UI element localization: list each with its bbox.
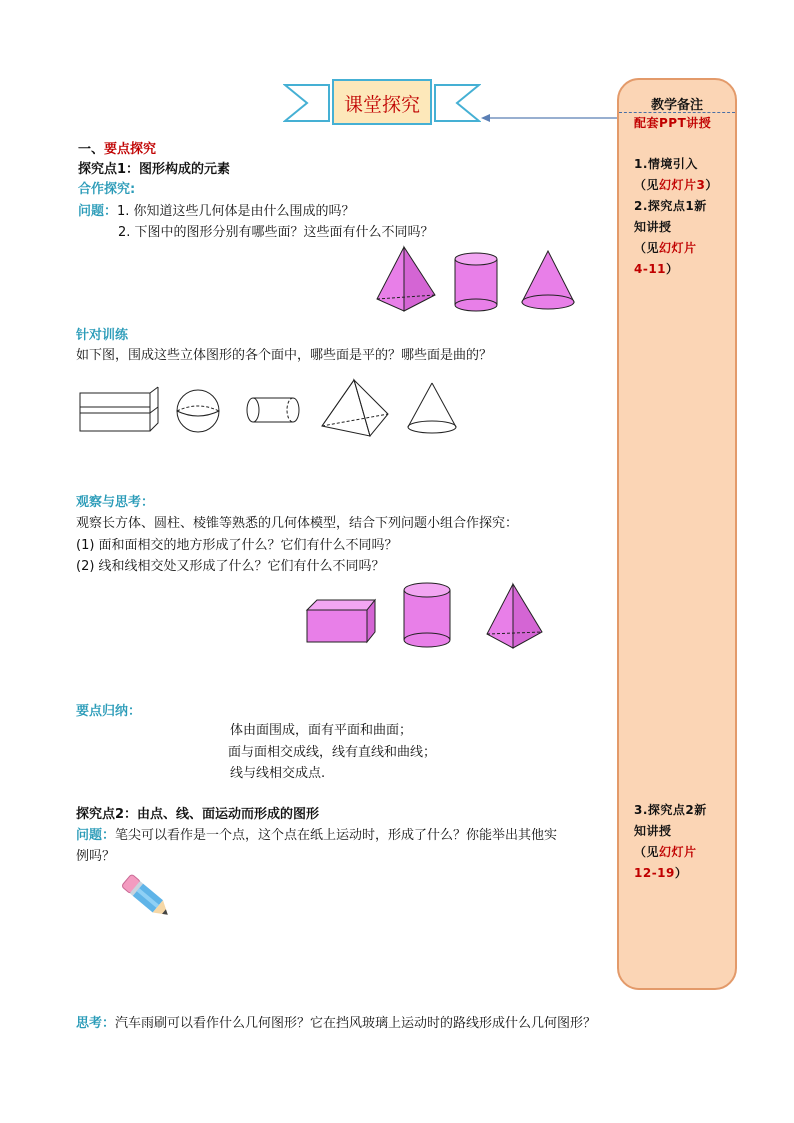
summary-line2: 面与面相交成线，线有直线和曲线； <box>228 745 437 760</box>
sidebar-note-3: 3.探究点2新 知讲授 （见幻灯片 12-19） <box>634 803 707 880</box>
sidebar-note-1: 1.情境引入 （见幻灯片3） <box>634 157 718 192</box>
coop-label: 合作探究: <box>78 182 136 197</box>
sidebar-ppt: 配套PPT讲授 <box>634 116 712 130</box>
point2-question: 问题：笔尖可以看作是一个点，这个点在纸上运动时，形成了什么？你能举出其他实 <box>76 828 558 843</box>
cylinder-wireframe <box>245 395 301 427</box>
observe-line2: (1) 面和面相交的地方形成了什么？它们有什么不同吗？ <box>76 538 398 553</box>
arrow-left-icon <box>480 112 620 124</box>
magenta-cylinder-2 <box>401 581 453 651</box>
training-label: 针对训练 <box>76 328 129 343</box>
cone-wireframe <box>405 381 459 437</box>
point2-question-cont: 例吗？ <box>76 849 116 864</box>
section-heading: 一、要点探究 <box>78 142 157 157</box>
observe-label: 观察与思考： <box>76 495 155 510</box>
magenta-cuboid <box>305 598 377 644</box>
banner-title: 课堂探究 <box>343 94 420 116</box>
teaching-notes-sidebar <box>617 78 737 990</box>
question-1: 问题：1. 你知道这些几何体是由什么围成的吗？ <box>78 204 355 219</box>
summary-line1: 体由面围成，面有平面和曲面； <box>230 723 413 738</box>
think-line: 思考：汽车雨刷可以看作什么几何图形？它在挡风玻璃上运动时的路线形成什么几何图形？ <box>76 1016 597 1031</box>
magenta-cylinder <box>453 251 499 313</box>
pyramid-wireframe <box>320 378 390 440</box>
sidebar-note-2: 2.探究点1新 知讲授 （见幻灯片 4-11） <box>634 199 707 276</box>
point1-title: 探究点1：图形构成的元素 <box>78 162 231 177</box>
pencil-icon <box>118 868 176 924</box>
sphere-wireframe <box>174 387 222 435</box>
magenta-pyramid <box>374 245 438 315</box>
magenta-pyramid-2 <box>485 582 545 650</box>
summary-label: 要点归纳： <box>76 704 142 719</box>
magenta-cone <box>518 248 578 312</box>
observe-line1: 观察长方体、圆柱、棱锥等熟悉的几何体模型，结合下列问题小组合作探究： <box>76 516 519 531</box>
summary-line3: 线与线相交成点. <box>230 766 326 781</box>
question-2: 2. 下图中的图形分别有哪些面？这些面有什么不同吗？ <box>118 225 434 240</box>
observe-line3: (2) 线和线相交处又形成了什么？它们有什么不同吗？ <box>76 559 385 574</box>
point2-title: 探究点2：由点、线、面运动而形成的图形 <box>76 807 320 822</box>
prism-wireframe <box>78 385 160 435</box>
sidebar-title: 教学备注 <box>650 98 703 113</box>
training-text: 如下图，围成这些立体图形的各个面中，哪些面是平的？哪些面是曲的？ <box>76 348 493 363</box>
